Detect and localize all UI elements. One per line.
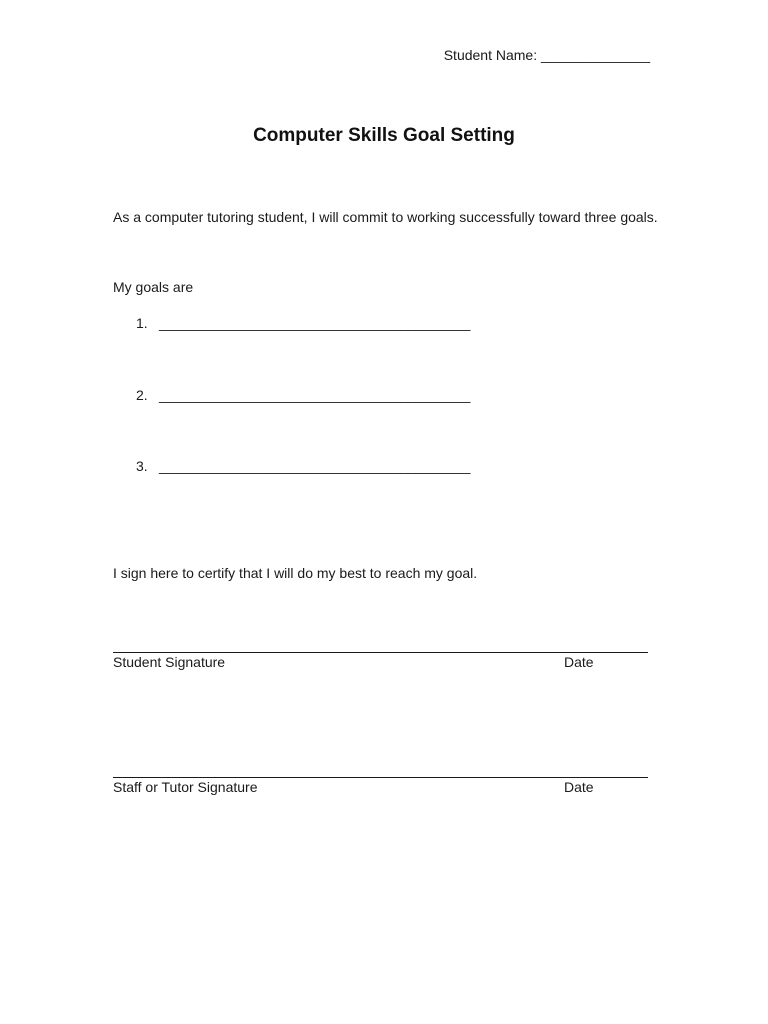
goal-number: 2. [136, 387, 148, 403]
intro-paragraph: As a computer tutoring student, I will commit to working successfully toward three goals. [113, 209, 658, 225]
page-title: Computer Skills Goal Setting [253, 125, 515, 146]
staff-signature-line [113, 777, 648, 778]
goal-number: 3. [136, 458, 148, 474]
staff-signature-label: Staff or Tutor Signature [113, 779, 258, 795]
certification-statement: I sign here to certify that I will do my best to reach my goal. [113, 565, 478, 581]
goal-number: 1. [136, 315, 148, 331]
goal-blank-line: ________________________________________ [159, 458, 471, 474]
goals-heading: My goals are [113, 279, 194, 295]
student-name-field: Student Name: ______________ [443, 47, 650, 63]
staff-date-label: Date [564, 779, 594, 795]
goal-blank-line: ________________________________________ [159, 387, 471, 403]
student-date-label: Date [564, 654, 594, 670]
student-signature-label: Student Signature [113, 654, 226, 670]
student-signature-line [113, 652, 648, 653]
goal-blank-line: ________________________________________ [159, 315, 471, 331]
